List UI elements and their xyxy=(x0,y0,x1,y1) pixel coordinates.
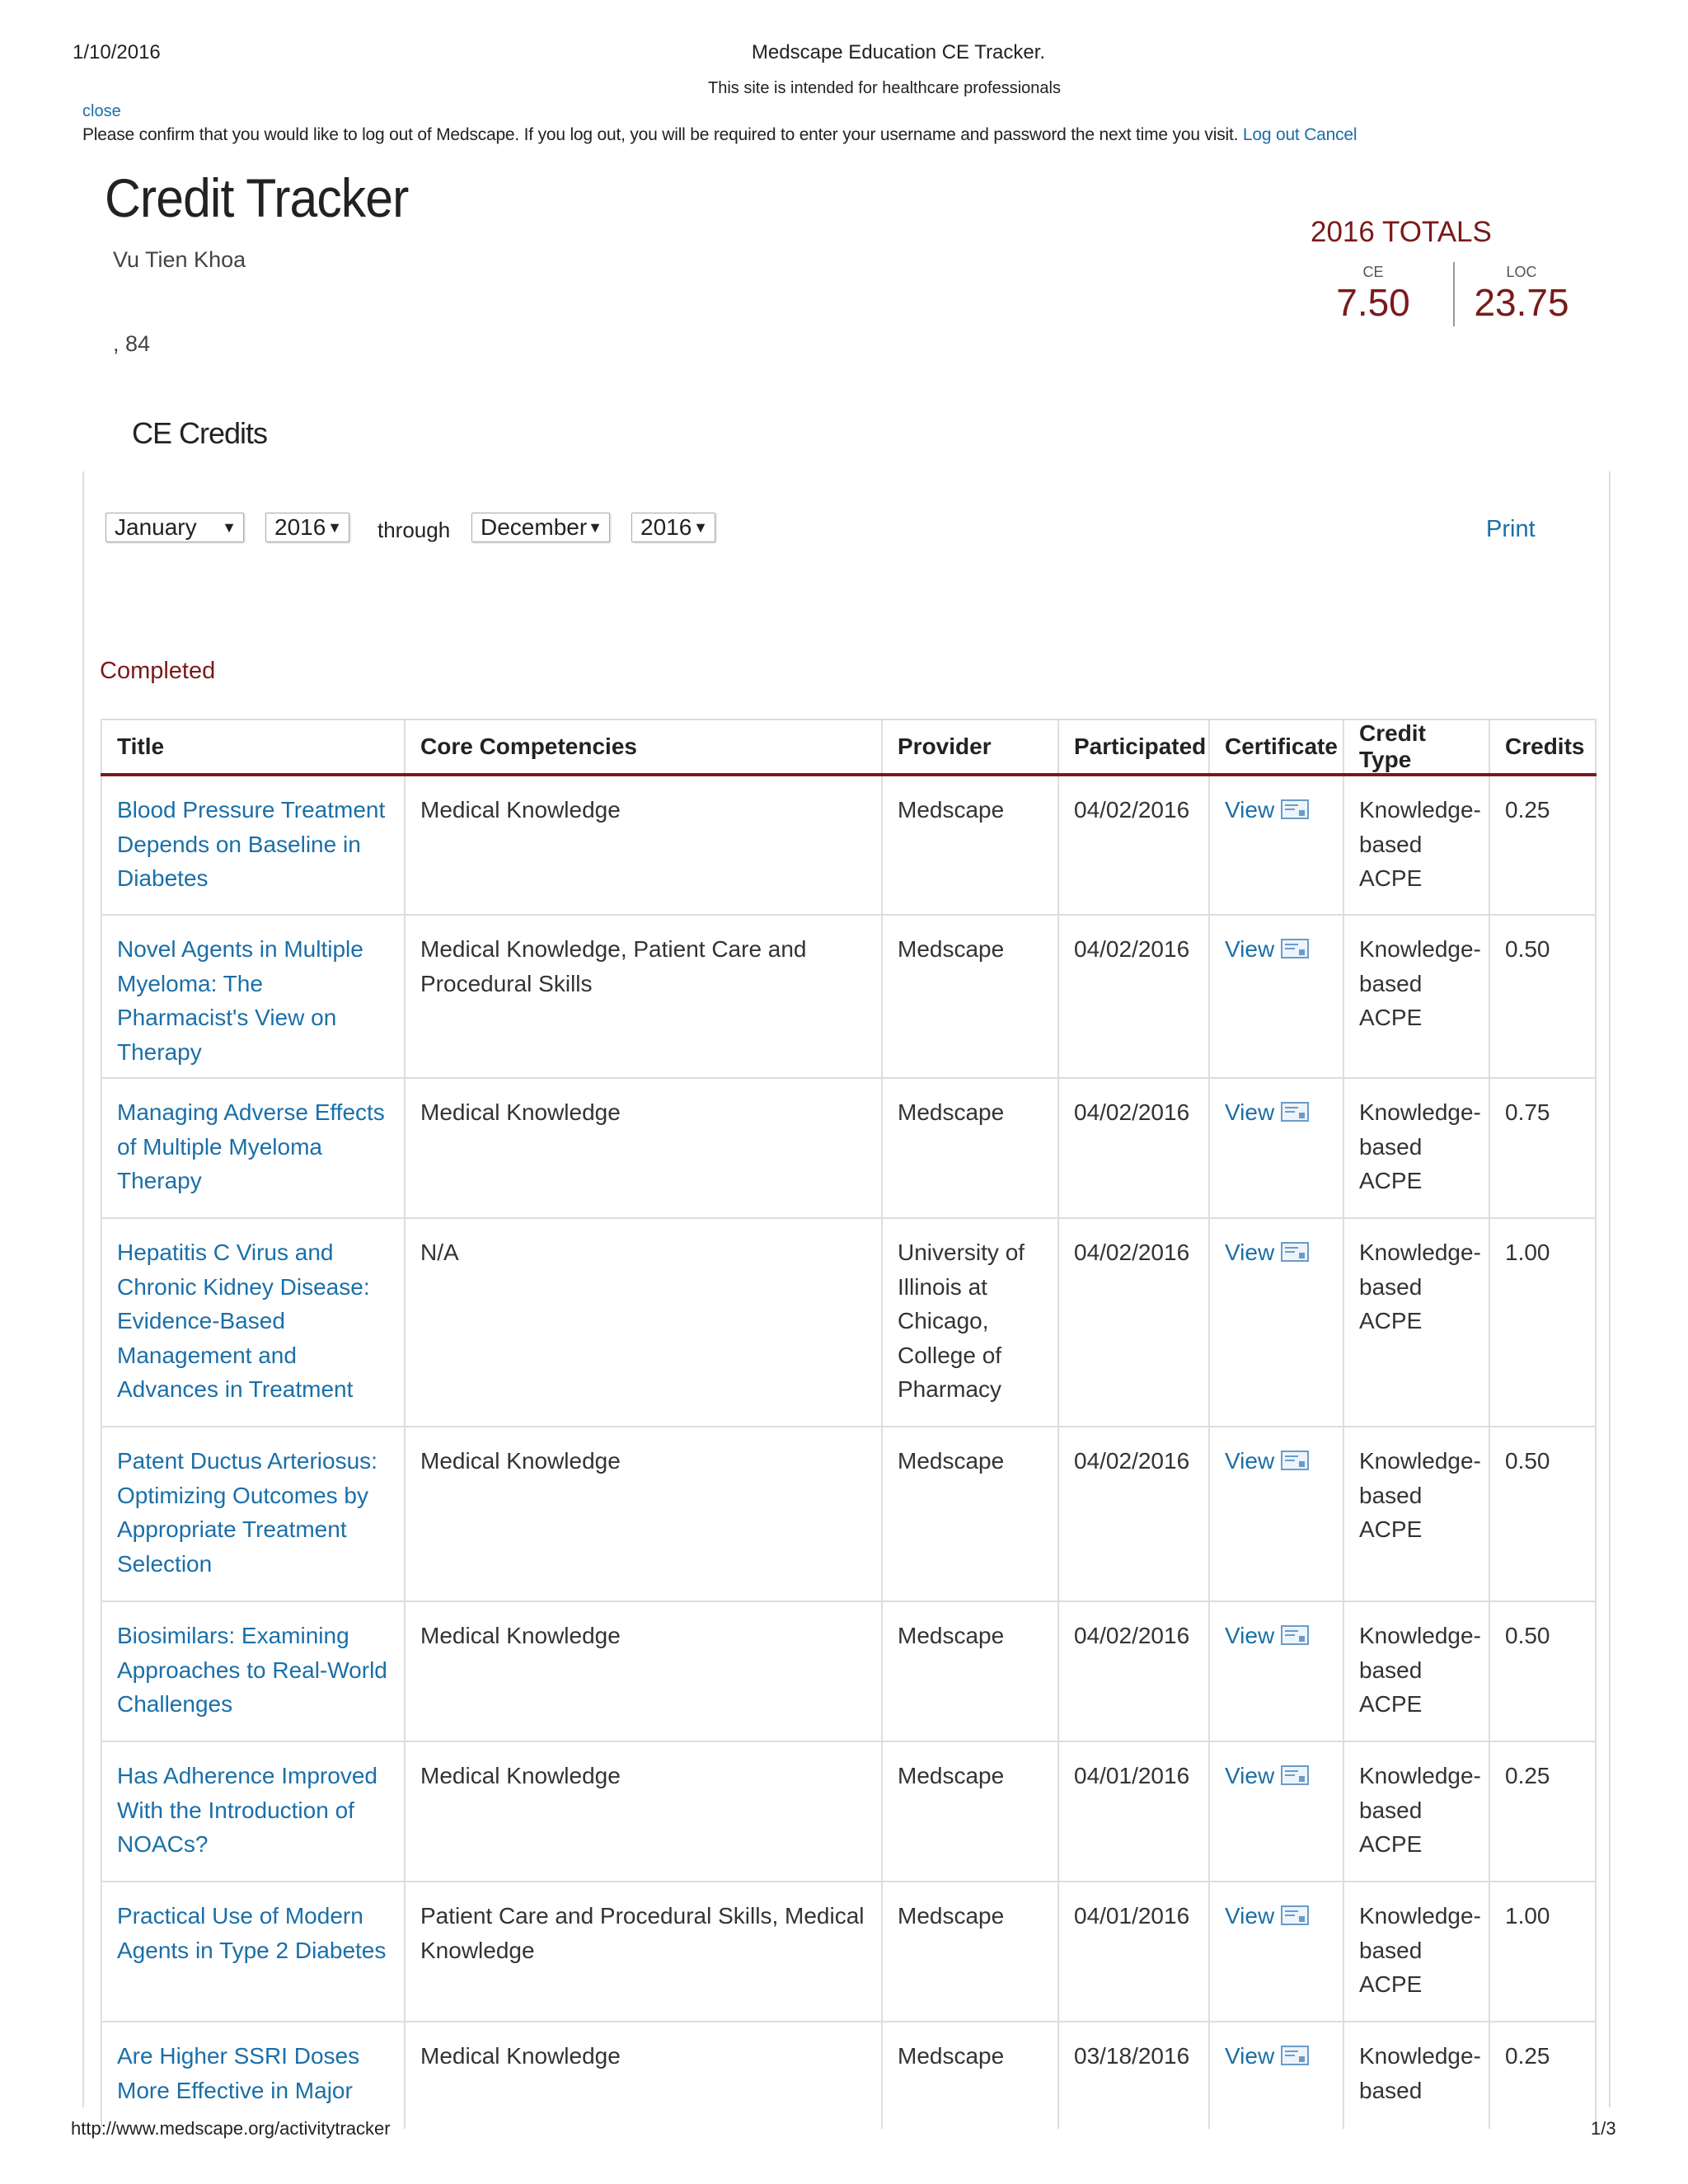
credit-type: Knowledge-based ACPE xyxy=(1343,1218,1489,1427)
activity-title-link[interactable]: Has Adherence Improved With the Introduction of NOACs? xyxy=(117,1763,377,1857)
certificate-icon[interactable] xyxy=(1281,1765,1309,1785)
user-location: , 84 xyxy=(113,331,151,356)
cancel-link[interactable]: Cancel xyxy=(1304,125,1357,144)
provider: Medscape xyxy=(882,915,1058,1078)
table-row xyxy=(101,1218,1596,1427)
credits-table xyxy=(101,719,1597,2129)
through-label: through xyxy=(377,518,451,542)
participated-date: 04/02/2016 xyxy=(1058,775,1209,915)
activity-title-link[interactable]: Are Higher SSRI Doses More Effective in Major xyxy=(117,2043,360,2103)
panel-border-right xyxy=(1609,471,1611,2107)
core-competencies: Medical Knowledge xyxy=(405,1427,882,1601)
table-header-row xyxy=(101,719,1596,775)
view-certificate-link[interactable]: View xyxy=(1225,2043,1275,2069)
activity-title-link[interactable]: Hepatitis C Virus and Chronic Kidney Disease: Evidence-Based Management and Advances in Treatment xyxy=(117,1240,370,1402)
activity-title-link[interactable]: Managing Adverse Effects of Multiple Myeloma Therapy xyxy=(117,1099,385,1193)
column-header-credits: Credits xyxy=(1489,719,1596,775)
view-certificate-link[interactable]: View xyxy=(1225,1240,1275,1265)
view-certificate-link[interactable]: View xyxy=(1225,1763,1275,1788)
participated-date: 04/02/2016 xyxy=(1058,1427,1209,1601)
credit-type: Knowledge-based ACPE xyxy=(1343,915,1489,1078)
activity-title-link[interactable]: Patent Ductus Arteriosus: Optimizing Outcomes by Appropriate Treatment Selection xyxy=(117,1448,377,1577)
ce-total-value: 7.50 xyxy=(1336,281,1410,324)
table-row xyxy=(101,915,1596,1078)
view-certificate-link[interactable]: View xyxy=(1225,1623,1275,1648)
close-link[interactable]: close xyxy=(82,102,121,120)
core-competencies: Medical Knowledge xyxy=(405,775,882,915)
participated-date: 04/02/2016 xyxy=(1058,1218,1209,1427)
certificate-icon[interactable] xyxy=(1281,939,1309,958)
credits-value: 0.50 xyxy=(1489,1601,1596,1741)
credits-value: 1.00 xyxy=(1489,1218,1596,1427)
certificate-icon[interactable] xyxy=(1281,1242,1309,1262)
section-title: CE Credits xyxy=(132,416,268,450)
chevron-down-icon: ▼ xyxy=(222,519,237,536)
credits-value: 1.00 xyxy=(1489,1882,1596,2022)
certificate-icon[interactable] xyxy=(1281,799,1309,819)
totals-title: 2016 TOTALS xyxy=(1311,216,1492,248)
logout-confirm-message xyxy=(82,125,1357,145)
to-year-select[interactable] xyxy=(631,513,715,542)
provider: Medscape xyxy=(882,775,1058,915)
credit-type: Knowledge-based ACPE xyxy=(1343,1078,1489,1218)
provider: Medscape xyxy=(882,1882,1058,2022)
credits-value: 0.50 xyxy=(1489,915,1596,1078)
core-competencies: Medical Knowledge xyxy=(405,1741,882,1882)
provider: Medscape xyxy=(882,1078,1058,1218)
view-certificate-link[interactable]: View xyxy=(1225,936,1275,962)
certificate-icon[interactable] xyxy=(1281,2046,1309,2065)
core-competencies: Medical Knowledge xyxy=(405,1078,882,1218)
loc-total-value: 23.75 xyxy=(1474,281,1569,324)
provider: Medscape xyxy=(882,1741,1058,1882)
participated-date: 04/02/2016 xyxy=(1058,1078,1209,1218)
completed-heading: Completed xyxy=(100,658,216,684)
table-row xyxy=(101,1882,1596,2022)
loc-total-label: LOC xyxy=(1506,264,1537,280)
column-header-competencies: Core Competencies xyxy=(405,719,882,775)
activity-title-link[interactable]: Blood Pressure Treatment Depends on Baseline in Diabetes xyxy=(117,797,386,891)
column-header-provider: Provider xyxy=(882,719,1058,775)
logout-message-text: Please confirm that you would like to log out of Medscape. If you log out, you will be required to enter your username and password the next time you visit. xyxy=(82,125,1239,144)
chevron-down-icon: ▼ xyxy=(327,519,342,536)
view-certificate-link[interactable]: View xyxy=(1225,1099,1275,1125)
credits-value: 0.50 xyxy=(1489,1427,1596,1601)
print-link[interactable]: Print xyxy=(1486,516,1536,542)
from-month-value: January xyxy=(115,514,197,540)
participated-date: 03/18/2016 xyxy=(1058,2022,1209,2129)
table-row xyxy=(101,1078,1596,1218)
certificate-icon[interactable] xyxy=(1281,1451,1309,1470)
core-competencies: Medical Knowledge xyxy=(405,1601,882,1741)
view-certificate-link[interactable]: View xyxy=(1225,797,1275,823)
provider: Medscape xyxy=(882,1427,1058,1601)
view-certificate-link[interactable]: View xyxy=(1225,1903,1275,1929)
column-header-credit-type: Credit Type xyxy=(1343,719,1489,775)
panel-border-left xyxy=(82,471,84,2107)
page-title: Credit Tracker xyxy=(105,167,409,228)
activity-title-link[interactable]: Biosimilars: Examining Approaches to Real-World Challenges xyxy=(117,1623,387,1717)
to-month-select[interactable] xyxy=(471,513,610,542)
table-row xyxy=(101,1601,1596,1741)
audience-notice: This site is intended for healthcare professionals xyxy=(707,79,1061,97)
to-month-value: December xyxy=(481,514,588,540)
to-year-value: 2016 xyxy=(640,514,692,540)
credit-type: Knowledge-based ACPE xyxy=(1343,1741,1489,1882)
from-year-value: 2016 xyxy=(274,514,326,540)
table-row xyxy=(101,2022,1596,2129)
certificate-icon[interactable] xyxy=(1281,1625,1309,1645)
chevron-down-icon: ▼ xyxy=(588,519,603,536)
participated-date: 04/01/2016 xyxy=(1058,1882,1209,2022)
footer-url: http://www.medscape.org/activitytracker xyxy=(71,2118,391,2139)
certificate-icon[interactable] xyxy=(1281,1102,1309,1122)
credits-value: 0.25 xyxy=(1489,775,1596,915)
totals-divider xyxy=(1453,262,1455,326)
provider: Medscape xyxy=(882,2022,1058,2129)
activity-title-link[interactable]: Practical Use of Modern Agents in Type 2 Diabetes xyxy=(117,1903,387,1963)
credit-type: Knowledge-based ACPE xyxy=(1343,1601,1489,1741)
participated-date: 04/02/2016 xyxy=(1058,915,1209,1078)
ce-total-label: CE xyxy=(1362,264,1384,280)
core-competencies: Medical Knowledge, Patient Care and Procedural Skills xyxy=(405,915,882,1078)
chevron-down-icon: ▼ xyxy=(693,519,708,536)
table-row xyxy=(101,775,1596,915)
credits-value: 0.75 xyxy=(1489,1078,1596,1218)
credit-type: Knowledge-based xyxy=(1343,2022,1489,2129)
credits-value: 0.25 xyxy=(1489,2022,1596,2129)
credit-type: Knowledge-based ACPE xyxy=(1343,1882,1489,2022)
from-year-select[interactable] xyxy=(265,513,349,542)
core-competencies: Patient Care and Procedural Skills, Medical Knowledge xyxy=(405,1882,882,2022)
table-row xyxy=(101,1741,1596,1882)
user-name: Vu Tien Khoa xyxy=(113,247,246,272)
logout-link[interactable]: Log out xyxy=(1242,125,1300,144)
credit-type: Knowledge-based ACPE xyxy=(1343,775,1489,915)
column-header-participated: Participated xyxy=(1058,719,1209,775)
credits-value: 0.25 xyxy=(1489,1741,1596,1882)
provider: University of Illinois at Chicago, College of Pharmacy xyxy=(882,1218,1058,1427)
print-date: 1/10/2016 xyxy=(73,41,161,63)
certificate-icon[interactable] xyxy=(1281,1905,1309,1925)
table-row xyxy=(101,1427,1596,1601)
participated-date: 04/02/2016 xyxy=(1058,1601,1209,1741)
view-certificate-link[interactable]: View xyxy=(1225,1448,1275,1474)
print-title: Medscape Education CE Tracker. xyxy=(751,41,1046,63)
column-header-title: Title xyxy=(101,719,405,775)
credit-type: Knowledge-based ACPE xyxy=(1343,1427,1489,1601)
provider: Medscape xyxy=(882,1601,1058,1741)
core-competencies: N/A xyxy=(405,1218,882,1427)
activity-title-link[interactable]: Novel Agents in Multiple Myeloma: The Pharmacist's View on Therapy xyxy=(117,936,363,1065)
from-month-select[interactable] xyxy=(106,513,244,542)
core-competencies: Medical Knowledge xyxy=(405,2022,882,2129)
footer-page-number: 1/3 xyxy=(1591,2118,1616,2139)
participated-date: 04/01/2016 xyxy=(1058,1741,1209,1882)
column-header-certificate: Certificate xyxy=(1209,719,1343,775)
